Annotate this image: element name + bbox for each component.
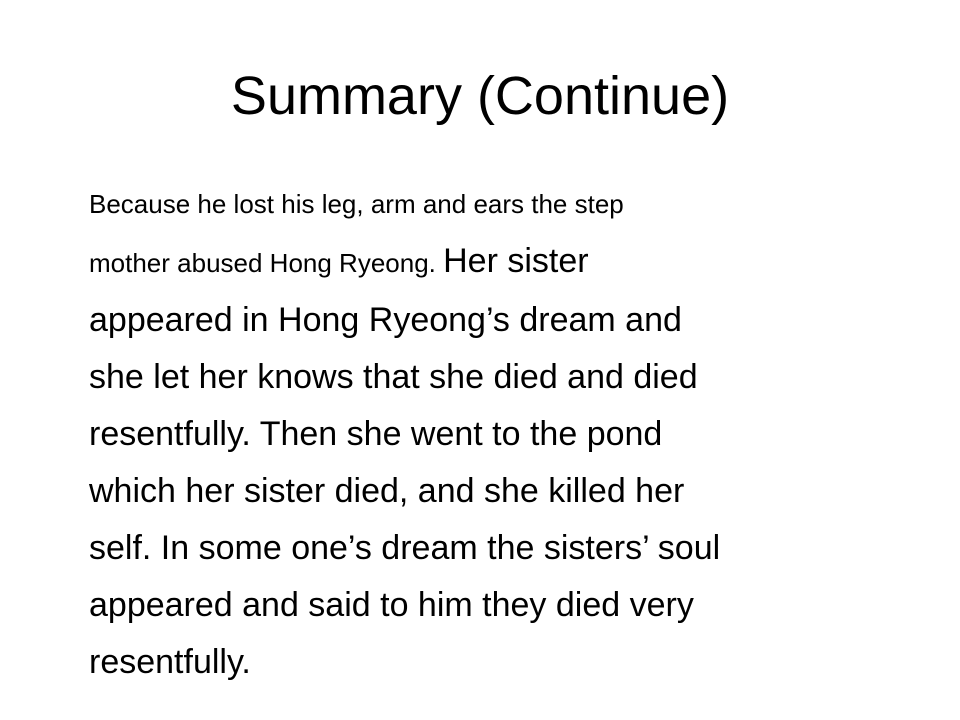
text-run: self. In some one’s dream the sisters’ soul <box>89 529 721 567</box>
paragraph-line <box>89 233 915 292</box>
text-run: resentfully. <box>89 643 251 681</box>
paragraph-line <box>89 349 915 406</box>
text-run: Because he lost his leg, arm and ears the step <box>89 189 624 219</box>
text-run: she let her knows that she died and died <box>89 358 698 396</box>
paragraph-line <box>89 292 915 349</box>
paragraph-line <box>89 463 915 520</box>
paragraph-line <box>89 406 915 463</box>
paragraph-line <box>89 634 915 691</box>
text-run: appeared in Hong Ryeong’s dream and <box>89 301 682 339</box>
text-run: resentfully. Then she went to the pond <box>89 415 663 453</box>
text-run: which her sister died, and she killed her <box>89 472 685 510</box>
text-run: appeared and said to him they died very <box>89 586 694 624</box>
slide-title: Summary (Continue) <box>230 66 730 126</box>
paragraph-line <box>89 176 915 233</box>
summary-paragraph <box>89 176 915 691</box>
text-run: Her sister <box>443 242 589 280</box>
paragraph-line <box>89 577 915 634</box>
paragraph-line <box>89 520 915 577</box>
text-run: mother abused Hong Ryeong. <box>89 248 444 278</box>
